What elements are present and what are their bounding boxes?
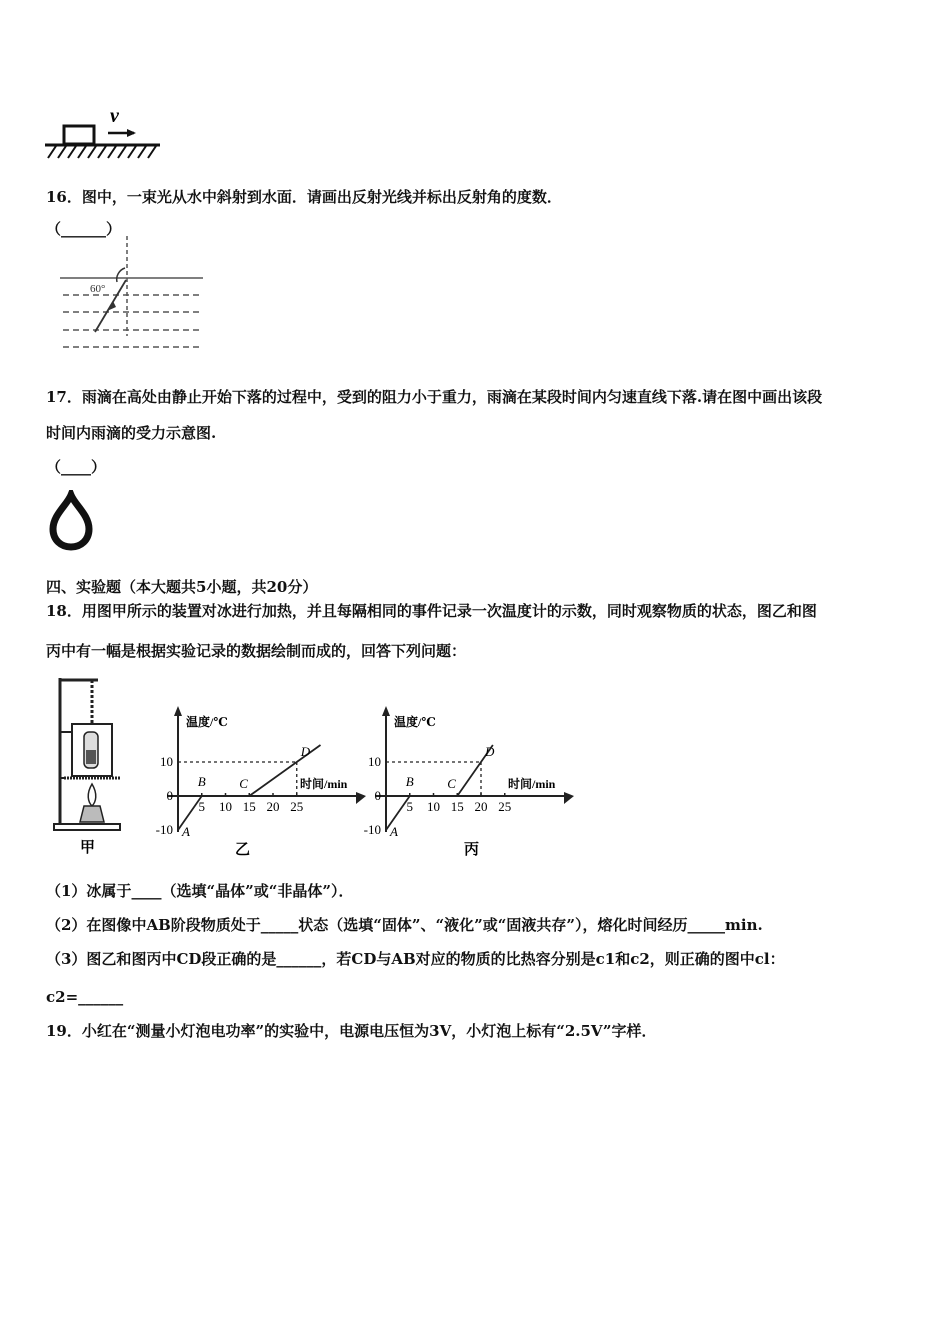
y-axis-label: 温度/℃ [186, 715, 228, 729]
velocity-label: v [110, 105, 119, 127]
x-axis-label: 时间/min [508, 777, 556, 791]
section4-title: 四、实验题（本大题共5小题，共20分） [46, 578, 318, 596]
q18-sub1: （1）冰属于____（选填“晶体”或“非晶体”）． [46, 882, 354, 900]
point-label-a: A [182, 824, 190, 839]
angle-arc [117, 268, 125, 282]
raindrop-figure [46, 490, 96, 552]
x-axis-arrow [564, 792, 574, 804]
x-tick-label: 25 [498, 799, 512, 814]
q17-answer-blank[interactable]: （____） [46, 458, 107, 476]
y-axis-arrow [382, 706, 390, 716]
ground-hatching [48, 146, 156, 158]
q17-text-line1: 17．雨滴在高处由静止开始下落的过程中，受到的阻力小于重力，雨滴在某段时间内匀速直线下落.请在图中画出该段 [46, 388, 823, 406]
q16-text: 16．图中，一束光从水中斜射到水面．请画出反射光线并标出反射角的度数． [46, 188, 562, 206]
q18-text-line1: 18．用图甲所示的装置对冰进行加热，并且每隔相同的事件记录一次温度计的示数，同时观察物质的状态，图乙和图 [46, 602, 817, 620]
raindrop [53, 495, 89, 547]
y-axis-label: 温度/℃ [394, 715, 436, 729]
q18-sub2: （2）在图像中AB阶段物质处于_____状态（选填“固体”、“液化”或“固液共存”），熔化时间经历_____min. [46, 916, 763, 934]
point-label-d: D [300, 744, 311, 759]
q19-text: 19．小红在“测量小灯泡电功率”的实验中，电源电压恒为3V，小灯泡上标有“2.5V”字样． [46, 1022, 657, 1040]
x-tick-label: 20 [474, 799, 488, 814]
stand-base [54, 824, 120, 830]
x-tick-label: 20 [266, 799, 280, 814]
y-tick-label: -10 [363, 822, 381, 837]
light-refraction-figure [55, 228, 210, 358]
q18-sub3-continued: c2=______ [46, 988, 124, 1006]
angle-label: 60° [90, 283, 106, 295]
point-label-c: C [447, 776, 456, 791]
point-label-a: A [390, 824, 398, 839]
y-tick-label: -10 [155, 822, 173, 837]
heating-apparatus-figure [50, 672, 130, 860]
point-label-c: C [239, 776, 248, 791]
x-tick-label: 15 [450, 799, 464, 814]
point-label-b: B [197, 774, 206, 789]
block [64, 126, 94, 144]
ice [86, 750, 96, 764]
temperature-line [386, 745, 493, 830]
flame [88, 784, 96, 806]
x-tick-label: 5 [406, 799, 413, 814]
y-tick-label: 10 [368, 754, 381, 769]
q18-sub3: （3）图乙和图丙中CD段正确的是______，若CD与AB对应的物质的比热容分别是c1和c2，则正确的图中cl： [46, 950, 785, 968]
block-motion-figure [40, 100, 170, 170]
x-tick-label: 10 [427, 799, 440, 814]
q17-text-line2: 时间内雨滴的受力示意图. [46, 424, 217, 442]
fig-label-jia: 甲 [80, 840, 96, 856]
chart-yi [138, 700, 368, 865]
y-tick-label: 0 [374, 788, 381, 803]
x-tick-label: 5 [198, 799, 205, 814]
chart-bing [346, 700, 576, 865]
q18-text-line2: 丙中有一幅是根据实验记录的数据绘制而成的，回答下列问题： [46, 642, 467, 660]
chart-title: 乙 [235, 842, 251, 858]
y-tick-label: 10 [160, 754, 173, 769]
x-axis-label: 时间/min [300, 777, 348, 791]
chart-title: 丙 [464, 842, 480, 858]
point-label-d: D [485, 744, 495, 759]
alcohol-lamp [80, 806, 104, 822]
x-tick-label: 15 [242, 799, 256, 814]
y-tick-label: 0 [166, 788, 173, 803]
velocity-arrowhead [127, 129, 136, 137]
point-label-b: B [405, 774, 414, 789]
x-tick-label: 25 [290, 799, 304, 814]
ray-arrowhead [107, 301, 116, 311]
y-axis-arrow [174, 706, 182, 716]
x-tick-label: 10 [219, 799, 232, 814]
q16-answer-blank[interactable]: （______） [46, 220, 122, 238]
